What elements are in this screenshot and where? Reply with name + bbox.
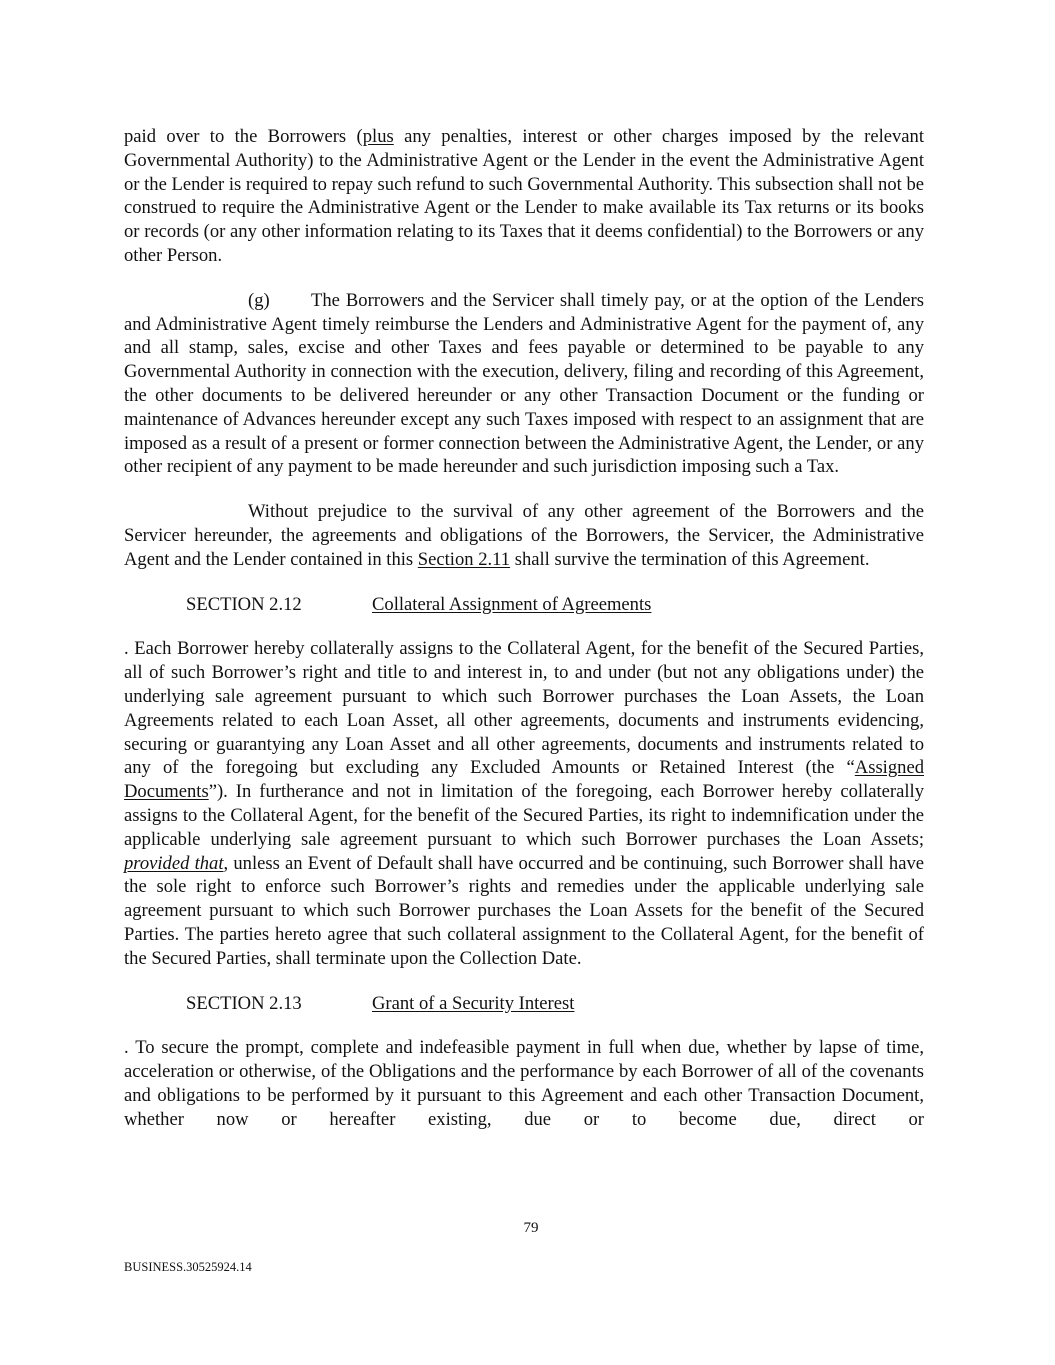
section-title: Collateral Assignment of Agreements: [372, 593, 652, 615]
defined-term: Assigned Documents: [124, 757, 924, 803]
document-id: BUSINESS.30525924.14: [124, 1260, 252, 1274]
section-heading-2-13: [124, 992, 924, 1016]
paragraph-survival: Without prejudice to the survival of any other agreement of the Borrowers and the Servicer hereunder, the agreements and obligations of the Borrowers, the Servicer, the Administrative Agent and the Lender contained in this Section 2.11 shall survive the termination of this Agreement.: [124, 501, 924, 570]
subsection-label: (g): [248, 289, 270, 311]
term-plus: plus: [362, 126, 394, 147]
section-title: Grant of a Security Interest: [372, 992, 575, 1014]
page-number: 79: [523, 1220, 539, 1236]
document-page: [124, 125, 924, 1131]
section-body-2-12: . Each Borrower hereby collaterally assigns to the Collateral Agent, for the benefit of the Secured Parties, all of such Borrower’s right and title to and interest in, to and under (but not any obligations under) the underlying sale agreement pursuant to which such Borrower purchases the Loan Assets, the Loan Agreements related to each Loan Asset, all other agreements, documents and instruments evidencing, securing or guarantying any Loan Asset and all other agreements, documents and instruments related to any of the foregoing but excluding any Excluded Amounts or Retained Interest (the “Assigned Documents”). In furtherance and not in limitation of the foregoing, each Borrower hereby collaterally assigns to the Collateral Agent, for the benefit of the Secured Parties, its right to indemnification under the applicable underlying sale agreement pursuant to which such Borrower purchases the Loan Assets; provided that, unless an Event of Default shall have occurred and be continuing, such Borrower shall have the sole right to enforce such Borrower’s rights and remedies under the applicable underlying sale agreement pursuant to which such Borrower purchases the Loan Assets for the benefit of the Secured Parties. The parties hereto agree that such collateral assignment to the Collateral Agent, for the benefit of the Secured Parties, shall terminate upon the Collection Date.: [124, 638, 925, 969]
paragraph-g: (g) The Borrowers and the Servicer shall timely pay, or at the option of the Lenders and Administrative Agent timely reimburse the Lenders and Administrative Agent for the payment of, any and all stamp, sales, excise and other Taxes and fees payable or determined to be payable to any Governmental Authority in connection with the execution, delivery, filing and recording of this Agreement, the other documents to be delivered hereunder or any other Transaction Document or the funding or maintenance of Advances hereunder except any such Taxes imposed with respect to an assignment that are imposed as a result of a present or former connection between the Administrative Agent, the Lender, or any other recipient of any payment to be made hereunder and such jurisdiction imposing such a Tax.: [124, 289, 924, 478]
section-reference-link[interactable]: Section 2.11: [417, 548, 511, 570]
section-body-2-13: . To secure the prompt, complete and indefeasible payment in full when due, whether by lapse of time, acceleration or otherwise, of the Obligations and the performance by each Borrower of all of the covenants and obligations to be performed by it pursuant to this Agreement and each other Transaction Document, whether now or hereafter existing, due or to become due, direct or: [124, 1037, 924, 1130]
proviso-phrase: provided that: [124, 852, 224, 874]
section-number: SECTION 2.12: [186, 593, 302, 615]
paragraph-refund: paid over to the Borrowers (plus any penalties, interest or other charges imposed by the relevant Governmental Authority) to the Administrative Agent or the Lender in the event the Administrative Agent or the Lender is required to repay such refund to such Governmental Authority. This subsection shall not be construed to require the Administrative Agent or the Lender to make available its Tax returns or its books or records (or any other information relating to its Taxes that it deems confidential) to the Borrowers or any other Person.: [124, 126, 925, 266]
section-heading-2-12: [124, 593, 924, 617]
section-number: SECTION 2.13: [186, 992, 302, 1014]
